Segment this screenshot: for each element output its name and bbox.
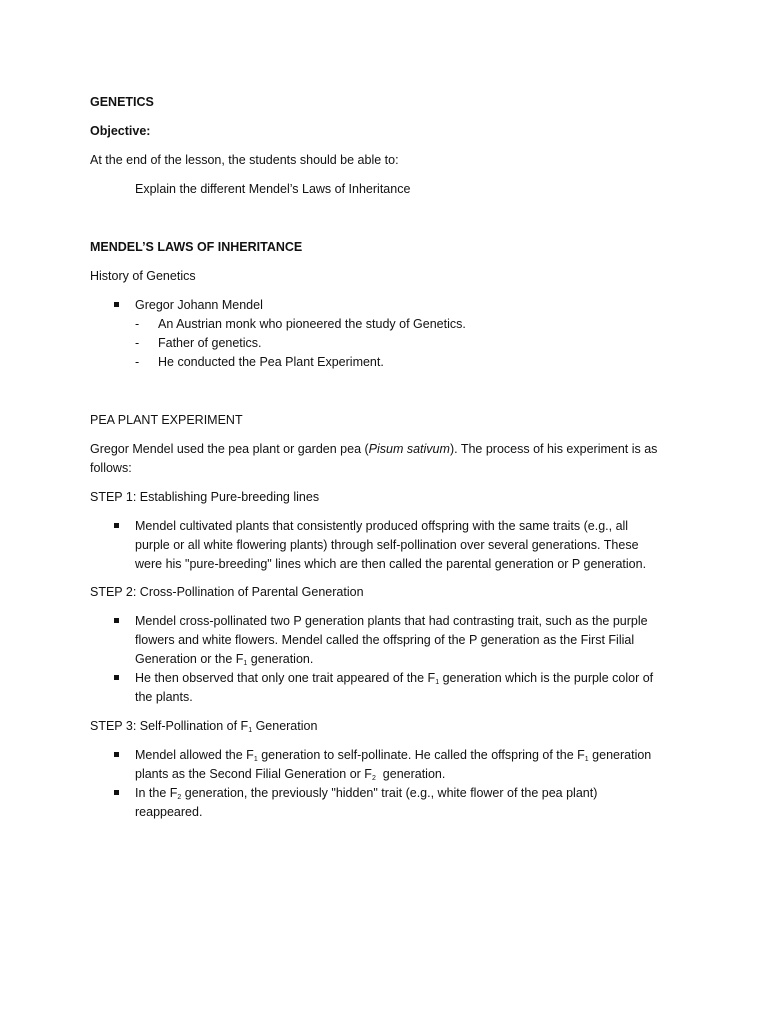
mendel-fact: Father of genetics. [158,336,262,350]
dash-icon: - [135,317,140,331]
step2-bullet-line: Generation or the $F_1$ generation. [135,652,314,667]
mendel-name: Gregor Johann Mendel [135,298,263,312]
step1-bullet-line: Mendel cultivated plants that consistently produced offspring with the same traits (e.g., all [135,519,629,533]
bullet-icon [114,523,119,528]
step2-heading: STEP 2: Cross-Pollination of Parental Generation [90,585,364,599]
history-heading: History of Genetics [90,269,196,283]
mendel-fact: He conducted the Pea Plant Experiment. [158,355,384,369]
objective-heading: Objective: [90,124,151,138]
step2-bullet-line: He then observed that only one trait appeared of the $F_1$ generation which is the purple color of [135,671,654,686]
laws-heading: MENDEL’S LAWS OF INHERITANCE [90,240,303,254]
document-title: GENETICS [90,95,154,109]
step2-bullet-line: Mendel cross-pollinated two P generation plants that had contrasting trait, such as the purple [135,614,648,628]
intro-line-2: follows: [90,461,132,475]
step1-heading: STEP 1: Establishing Pure-breeding lines [90,490,320,504]
bullet-icon [114,675,119,680]
bullet-icon [114,752,119,757]
scientific-name: Pisum sativum [368,442,450,456]
bullet-icon [114,302,119,307]
step3-bullet-line: Mendel allowed the $F_1$ generation to self-pollinate. He called the offspring of the $F_1$ generation [135,748,652,763]
step1-bullet-line: were his "pure-breeding" lines which are then called the parental generation or P generation. [135,557,647,571]
objective-intro: At the end of the lesson, the students should be able to: [90,153,399,167]
step1-bullet-line: purple or all white flowering plants) through self-pollination over several generations. These [135,538,639,552]
dash-icon: - [135,355,140,369]
experiment-heading: PEA PLANT EXPERIMENT [90,413,243,427]
mendel-fact: An Austrian monk who pioneered the study of Genetics. [158,317,466,331]
step3-bullet-line: reappeared. [135,805,203,819]
intro-line-1: Gregor Mendel used the pea plant or garden pea (Pisum sativum). The process of his experiment is as [90,442,658,456]
bullet-icon [114,790,119,795]
step2-bullet-line: flowers and white flowers. Mendel called the offspring of the P generation as the First Filial [135,633,635,647]
step3-bullet-line: In the $F_2$ generation, the previously "hidden" trait (e.g., white flower of the pea plant) [135,786,598,801]
step3-bullet-line: plants as the Second Filial Generation or $F_2$ generation. [135,767,446,782]
bullet-icon [114,618,119,623]
dash-icon: - [135,336,140,350]
objective-item: Explain the different Mendel’s Laws of Inheritance [135,182,411,196]
step3-heading: STEP 3: Self-Pollination of $F_1$ Generation [90,719,318,734]
step2-bullet-line: the plants. [135,690,193,704]
